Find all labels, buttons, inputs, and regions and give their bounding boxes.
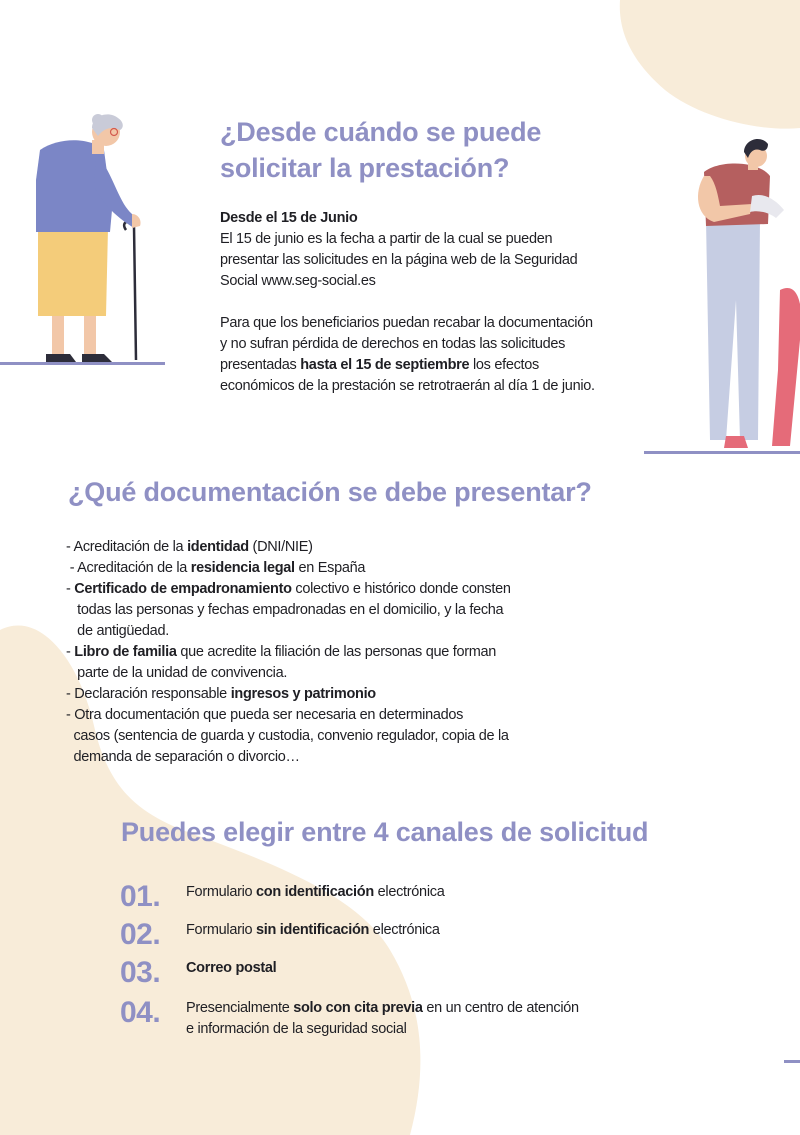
document-item-text: - Otra documentación que pueda ser necesaria en determinados: [66, 707, 464, 723]
document-item-text: (DNI/NIE): [248, 539, 313, 555]
document-list-item: [66, 600, 586, 621]
section-when-title-line1: ¿Desde cuándo se puede: [220, 117, 542, 147]
document-list-item: [66, 537, 586, 558]
deadline-paragraph-line: Para que los beneficiarios puedan recabar la documentación: [220, 315, 593, 331]
document-item-text: - Acreditación de la: [66, 539, 188, 555]
channel-emphasis: solo con cita previa: [293, 1000, 423, 1016]
document-list-item: [66, 705, 586, 726]
document-item-text: que acredite la filiación de las personas que forman: [176, 644, 497, 660]
document-item-emphasis: ingresos y patrimonio: [230, 686, 376, 702]
deadline-paragraph-line: [220, 355, 650, 376]
section-when-body: [220, 208, 650, 397]
deadline-paragraph-line: económicos de la prestación se retrotraerán al día 1 de junio.: [220, 378, 595, 394]
channel-emphasis: sin identificación: [256, 922, 370, 938]
document-list-item: [66, 579, 586, 600]
document-list-item: [66, 621, 586, 642]
start-date-heading: Desde el 15 de Junio: [220, 210, 358, 226]
document-list-item: [66, 663, 586, 684]
document-item-emphasis: residencia legal: [190, 560, 295, 576]
section-when-title: [220, 114, 620, 186]
document-item-text: todas las personas y fechas empadronadas en el domicilio, y la fecha: [66, 602, 504, 618]
documentation-list: [66, 537, 586, 768]
document-item-text: -: [66, 644, 75, 660]
section-when-title-line2: solicitar la prestación?: [220, 153, 510, 183]
channel-description: [186, 920, 656, 941]
deadline-paragraph-line: y no sufran pérdida de derechos en todas las solicitudes: [220, 336, 566, 352]
document-item-text: demanda de separación o divorcio…: [66, 749, 300, 765]
document-item-emphasis: identidad: [187, 539, 249, 555]
document-list-item: [66, 726, 586, 747]
channel-text: en un centro de atención: [422, 1000, 579, 1016]
document-item-text: colectivo e histórico donde consten: [291, 581, 511, 597]
document-item-text: casos (sentencia de guarda y custodia, convenio regulador, copia de la: [66, 728, 509, 744]
deadline-text: presentadas: [220, 357, 301, 373]
couple-illustration: [640, 140, 800, 460]
channel-text: Formulario: [186, 922, 257, 938]
section-docs-title: ¿Qué documentación se debe presentar?: [68, 477, 592, 507]
document-item-emphasis: Libro de familia: [74, 644, 177, 660]
channel-description: [186, 882, 656, 903]
document-item-text: parte de la unidad de convivencia.: [66, 665, 288, 681]
channel-number: 01.: [120, 880, 161, 913]
document-item-emphasis: Certificado de empadronamiento: [74, 581, 292, 597]
channel-text: Formulario: [186, 884, 257, 900]
channel-emphasis: Correo postal: [186, 960, 277, 976]
deadline-date: hasta el 15 de septiembre: [300, 357, 470, 373]
document-item-text: - Acreditación de la: [66, 560, 191, 576]
document-list-item: [66, 747, 586, 768]
start-date-paragraph-line: El 15 de junio es la fecha a partir de la cual se pueden: [220, 231, 553, 247]
document-item-text: de antigüedad.: [66, 623, 169, 639]
channel-number: 02.: [120, 918, 161, 951]
deadline-text: los efectos: [469, 357, 539, 373]
channel-emphasis: con identificación: [256, 884, 374, 900]
elderly-woman-illustration: [0, 110, 170, 370]
document-item-text: -: [66, 581, 75, 597]
channel-description: [186, 998, 656, 1040]
decorative-line: [784, 1060, 800, 1063]
channel-text: electrónica: [369, 922, 440, 938]
document-item-text: - Declaración responsable: [66, 686, 231, 702]
paragraph-gap: [220, 292, 650, 313]
document-item-text: en España: [294, 560, 366, 576]
channel-text: Presencialmente: [186, 1000, 294, 1016]
start-date-paragraph-line: Social www.seg-social.es: [220, 273, 376, 289]
document-list-item: [66, 684, 586, 705]
channel-number: 03.: [120, 956, 161, 989]
section-channels-title: Puedes elegir entre 4 canales de solicitud: [121, 817, 649, 847]
document-list-item: [66, 642, 586, 663]
channel-text-line2: e información de la seguridad social: [186, 1021, 407, 1037]
document-list-item: [66, 558, 586, 579]
channel-text: electrónica: [373, 884, 445, 900]
channel-description: [186, 958, 656, 979]
channel-number: 04.: [120, 996, 161, 1029]
start-date-paragraph-line: presentar las solicitudes en la página web de la Seguridad: [220, 252, 578, 268]
